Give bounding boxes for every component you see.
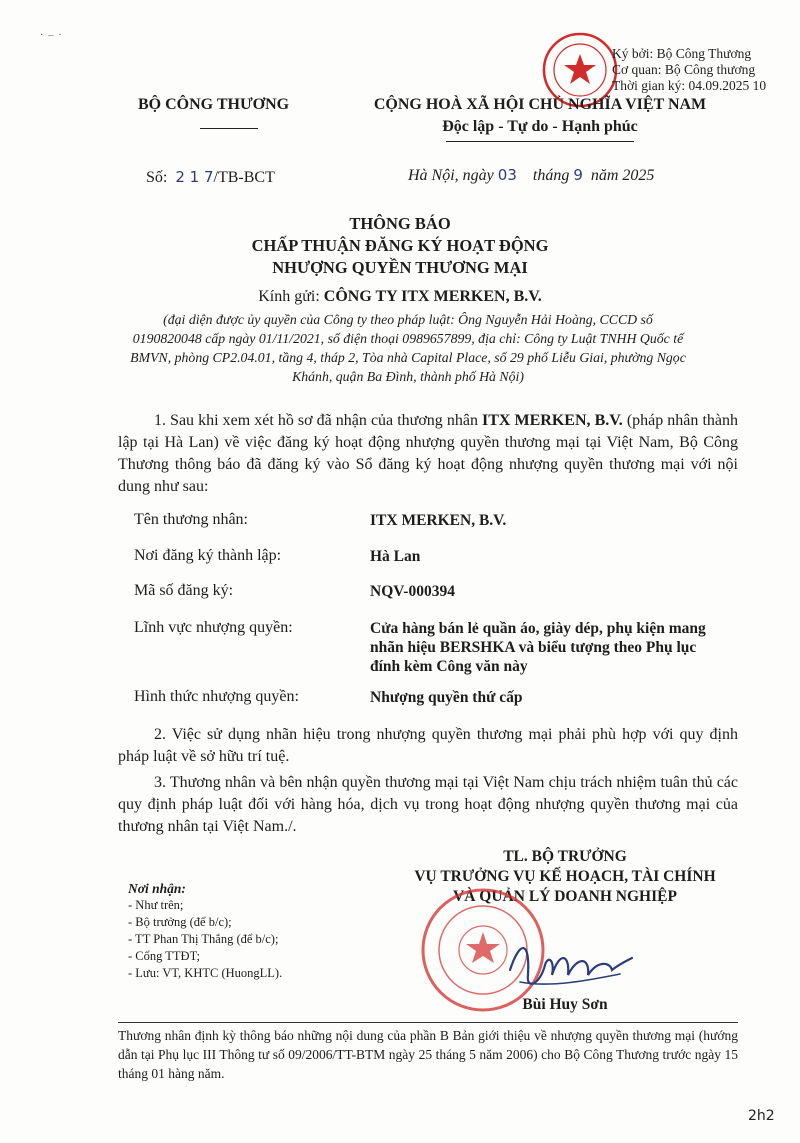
recipient-item: - TT Phan Thị Thắng (để b/c); bbox=[128, 932, 279, 946]
scan-specks: · – · bbox=[40, 30, 62, 41]
page-corner-mark: 2h2 bbox=[748, 1108, 775, 1124]
doc-number-suffix: /TB-BCT bbox=[213, 169, 275, 186]
national-motto: Độc lập - Tự do - Hạnh phúc bbox=[442, 118, 638, 135]
detail-value-merchant: ITX MERKEN, B.V. bbox=[370, 512, 507, 529]
signing-agency: Cơ quan: Bộ Công thương bbox=[612, 62, 756, 77]
salutation bbox=[100, 288, 700, 306]
p3-text: 3. Thương nhân và bên nhận quyền thương mại tại Việt Nam chịu trách nhiệm tuân thủ các quy định pháp luật đối với hàng hóa, dịch vụ trong hoạt động nhượng quyền thương mại của thương nhân tại Việt Nam./. bbox=[118, 774, 738, 835]
detail-label-reg-no: Mã số đăng ký: bbox=[134, 582, 234, 599]
digital-signature-meta bbox=[612, 46, 766, 94]
p1-text-a: 1. Sau khi xem xét hồ sơ đã nhận của thương nhân bbox=[154, 412, 478, 429]
nation-name: CỘNG HOÀ XÃ HỘI CHỦ NGHĨA VIỆT NAM bbox=[373, 96, 707, 113]
signed-by: Ký bởi: Bộ Công Thương bbox=[612, 46, 752, 61]
detail-label-field: Lĩnh vực nhượng quyền: bbox=[134, 619, 293, 636]
recipients-block bbox=[128, 880, 282, 982]
paragraph-1 bbox=[118, 410, 738, 498]
detail-value-form: Nhượng quyền thứ cấp bbox=[370, 689, 523, 706]
sign-title-3: VÀ QUẢN LÝ DOANH NGHIỆP bbox=[453, 888, 677, 905]
detail-label-origin: Nơi đăng ký thành lập: bbox=[134, 547, 282, 564]
paragraph-3 bbox=[118, 772, 738, 838]
sign-title-2: VỤ TRƯỞNG VỤ KẾ HOẠCH, TÀI CHÍNH bbox=[414, 868, 716, 885]
recipients-heading: Nơi nhận: bbox=[128, 881, 186, 896]
ministry-name: BỘ CÔNG THƯƠNG bbox=[138, 96, 290, 113]
place-date bbox=[408, 166, 654, 185]
sign-title-1: TL. BỘ TRƯỞNG bbox=[503, 848, 627, 865]
recipient-name: CÔNG TY ITX MERKEN, B.V. bbox=[323, 288, 542, 305]
signed-time: Thời gian ký: 04.09.2025 10 bbox=[612, 78, 767, 93]
document-number bbox=[146, 168, 275, 187]
recipient-item: - Như trên; bbox=[128, 898, 184, 912]
month-handwritten: 9 bbox=[573, 166, 583, 184]
detail-label-form: Hình thức nhượng quyền: bbox=[134, 688, 299, 705]
paragraph-2 bbox=[118, 724, 738, 768]
recipient-item: - Lưu: VT, KHTC (HuongLL). bbox=[128, 966, 283, 980]
ministry-underline bbox=[200, 128, 258, 129]
month-label: tháng bbox=[532, 167, 570, 184]
title-line-3: NHƯỢNG QUYỀN THƯƠNG MẠI bbox=[272, 258, 528, 277]
detail-value-origin: Hà Lan bbox=[370, 548, 421, 565]
motto-underline bbox=[446, 141, 634, 142]
title-line-1: THÔNG BÁO bbox=[349, 214, 451, 233]
signer-name: Bùi Huy Sơn bbox=[522, 996, 608, 1013]
footer-note: Thương nhân định kỳ thông báo những nội dung của phần B Bản giới thiệu về nhượng quyền thương mại (hướng dẫn tại Phụ lục III Thông tư số 09/2006/TT-BTM ngày 25 tháng 5 năm 2006) cho Bộ Công Thương trước ngày 15 tháng 01 hàng năm. bbox=[118, 1028, 738, 1081]
year-label: năm 2025 bbox=[590, 167, 655, 184]
p2-text: 2. Việc sử dụng nhãn hiệu trong nhượng quyền thương mại phải phù hợp với quy định pháp luật về sở hữu trí tuệ. bbox=[118, 726, 738, 765]
p1-merchant: ITX MERKEN, B.V. bbox=[482, 412, 623, 429]
doc-number-handwritten: 2 1 7 bbox=[175, 168, 214, 186]
day-handwritten: 03 bbox=[497, 166, 517, 184]
place-text: Hà Nội, ngày bbox=[408, 167, 494, 184]
recipient-item: - Bộ trưởng (để b/c); bbox=[128, 915, 232, 929]
p1-text-b: (pháp nhân thành lập tại Hà Lan) về việc đăng ký hoạt động nhượng quyền thương mại tại Việt Nam, Bộ Công Thương thông báo đã đăng ký vào Sổ đăng ký hoạt động nhượng quyền thương mại với nội dung như sau: bbox=[118, 412, 739, 495]
handwritten-signature-icon bbox=[500, 930, 640, 1000]
doc-number-prefix: Số: bbox=[146, 169, 168, 186]
title-line-2: CHẤP THUẬN ĐĂNG KÝ HOẠT ĐỘNG bbox=[251, 236, 549, 255]
detail-value-reg-no: NQV-000394 bbox=[370, 583, 455, 600]
detail-value-field: Cửa hàng bán lẻ quần áo, giày dép, phụ kiện mang nhãn hiệu BERSHKA và biểu tượng theo Phụ lục đính kèm Công văn này bbox=[370, 620, 706, 675]
footer-rule bbox=[118, 1022, 738, 1023]
recipient-representative: (đại diện được ủy quyền của Công ty theo pháp luật: Ông Nguyễn Hải Hoàng, CCCD số 0190820048 cấp ngày 01/11/2021, số điện thoại 0989657899, địa chỉ: Công ty Luật TNHH Quốc tế BMVN, phòng CP2.04.01, tầng 4, tháp 2, Tòa nhà Capital Place, số 29 phố Liễu Giai, phường Ngọc Khánh, quận Ba Đình, thành phố Hà Nội) bbox=[130, 312, 686, 384]
recipient-item: - Cổng TTĐT; bbox=[128, 949, 200, 963]
salutation-label: Kính gửi: bbox=[258, 288, 320, 305]
detail-label-merchant: Tên thương nhân: bbox=[134, 511, 248, 528]
